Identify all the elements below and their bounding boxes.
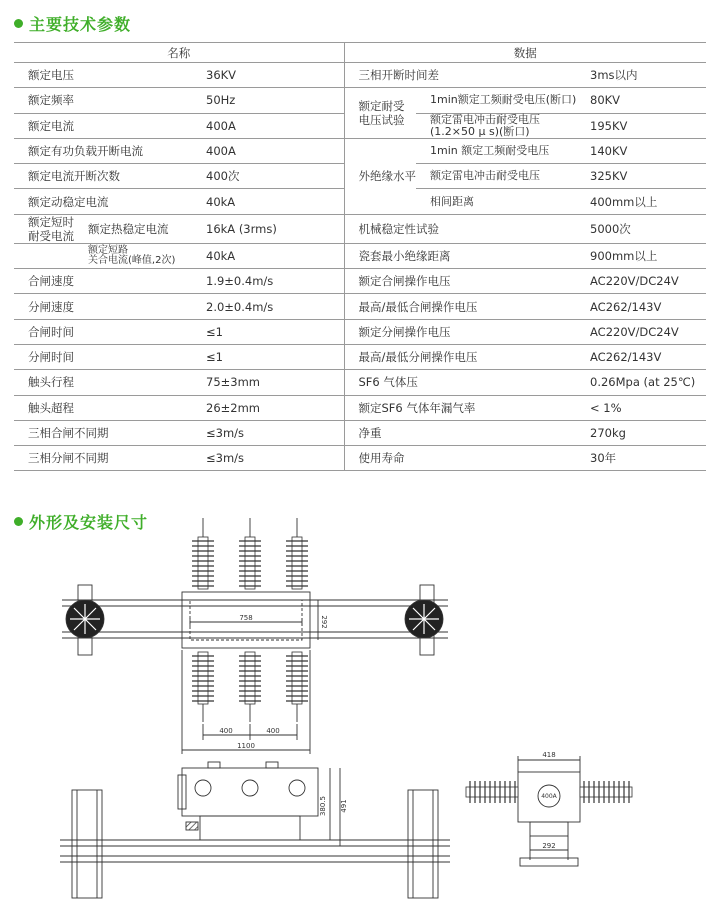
dim-380-label: 380.5 <box>319 795 327 817</box>
row-value: 75±3mm <box>192 370 344 395</box>
row-name: 三相开断时间差 <box>344 63 576 88</box>
dim-292-side-label: 292 <box>542 842 556 850</box>
spec-section-title: 主要技术参数 <box>29 15 132 34</box>
row-value: 3ms以内 <box>576 63 706 88</box>
row-value: 400mm以上 <box>576 189 706 214</box>
row-value: 400A <box>192 113 344 138</box>
col-header-name: 名称 <box>14 43 344 63</box>
pole-disc-right <box>405 600 443 638</box>
row-name: 三相合闸不同期 <box>14 420 192 445</box>
row-value: 80KV <box>576 88 706 113</box>
row-value: 195KV <box>576 113 706 138</box>
dim-491-label: 491 <box>340 799 348 813</box>
row-name: 瓷套最小绝缘距离 <box>344 243 576 268</box>
dim-292-label: 292 <box>320 615 328 629</box>
row-sub-name: 额定短路 关合电流(峰值,2次) <box>14 243 192 268</box>
dim-400a-label: 400 <box>219 727 233 735</box>
row-value: 400A <box>192 138 344 163</box>
row-value: 400次 <box>192 164 344 189</box>
row-name: 最高/最低分闸操作电压 <box>344 344 576 369</box>
row-name: 净重 <box>344 420 576 445</box>
row-name: 额定合闸操作电压 <box>344 269 576 294</box>
row-name: 额定有功负载开断电流 <box>14 138 192 163</box>
row-name: 额定电流 <box>14 113 192 138</box>
row-name: 额定动稳定电流 <box>14 189 192 214</box>
row-name: 额定SF6 气体年漏气率 <box>344 395 576 420</box>
row-value: 2.0±0.4m/s <box>192 294 344 319</box>
row-name: 分闸时间 <box>14 344 192 369</box>
row-value: 40kA <box>192 243 344 268</box>
row-value: 26±2mm <box>192 395 344 420</box>
row-value: AC220V/DC24V <box>576 319 706 344</box>
row-name: 触头超程 <box>14 395 192 420</box>
row-name: 机械稳定性试验 <box>344 214 576 243</box>
row-name: 使用寿命 <box>344 446 576 471</box>
row-value: ≤3m/s <box>192 420 344 445</box>
row-group-name: 额定耐受 电压试验 <box>344 88 416 139</box>
row-value: 0.26Mpa (at 25℃) <box>576 370 706 395</box>
nameplate-label: 400A <box>541 793 557 800</box>
dim-400b-label: 400 <box>266 727 280 735</box>
row-name: 最高/最低合闸操作电压 <box>344 294 576 319</box>
row-value: ≤3m/s <box>192 446 344 471</box>
row-group-name: 外绝缘水平 <box>344 138 416 214</box>
row-value: < 1% <box>576 395 706 420</box>
row-value: 30年 <box>576 446 706 471</box>
dim-section-title: 外形及安装尺寸 <box>29 513 149 532</box>
row-value: ≤1 <box>192 344 344 369</box>
top-view <box>62 518 448 754</box>
row-value: 325KV <box>576 164 706 189</box>
row-name: 额定频率 <box>14 88 192 113</box>
row-sub-name: 1min 额定工频耐受电压 <box>416 138 576 163</box>
row-name: 触头行程 <box>14 370 192 395</box>
front-view <box>60 762 450 898</box>
row-value: 40kA <box>192 189 344 214</box>
row-group-name: 额定短时 耐受电流 <box>28 214 74 243</box>
row-value: 270kg <box>576 420 706 445</box>
pole-disc-left <box>66 600 104 638</box>
row-value: AC262/143V <box>576 344 706 369</box>
row-name: SF6 气体压 <box>344 370 576 395</box>
dim-418-label: 418 <box>542 751 556 759</box>
row-value: ≤1 <box>192 319 344 344</box>
row-name: 额定电流开断次数 <box>14 164 192 189</box>
dim-1100-label: 1100 <box>237 742 255 750</box>
row-value: AC262/143V <box>576 294 706 319</box>
row-value: AC220V/DC24V <box>576 269 706 294</box>
row-name: 额定分闸操作电压 <box>344 319 576 344</box>
row-sub-name: 额定雷电冲击耐受电压 <box>416 164 576 189</box>
row-sub-name: 1min额定工频耐受电压(断口) <box>416 88 576 113</box>
row-sub-name: 额定雷电冲击耐受电压 (1.2×50 μ s)(断口) <box>416 113 576 138</box>
col-header-data: 数据 <box>344 43 706 63</box>
row-sub-name: 额定热稳定电流 <box>88 221 169 236</box>
row-name: 三相分闸不同期 <box>14 446 192 471</box>
row-sub-name: 相间距离 <box>416 189 576 214</box>
row-value: 5000次 <box>576 214 706 243</box>
row-value: 140KV <box>576 138 706 163</box>
dim-758-label: 758 <box>239 614 253 622</box>
row-name: 合闸时间 <box>14 319 192 344</box>
row-value: 36KV <box>192 63 344 88</box>
row-value: 16kA (3rms) <box>192 214 344 243</box>
row-value: 900mm以上 <box>576 243 706 268</box>
row-value: 50Hz <box>192 88 344 113</box>
row-name: 额定电压 <box>14 63 192 88</box>
row-name: 合闸速度 <box>14 269 192 294</box>
row-value: 1.9±0.4m/s <box>192 269 344 294</box>
row-name: 分闸速度 <box>14 294 192 319</box>
